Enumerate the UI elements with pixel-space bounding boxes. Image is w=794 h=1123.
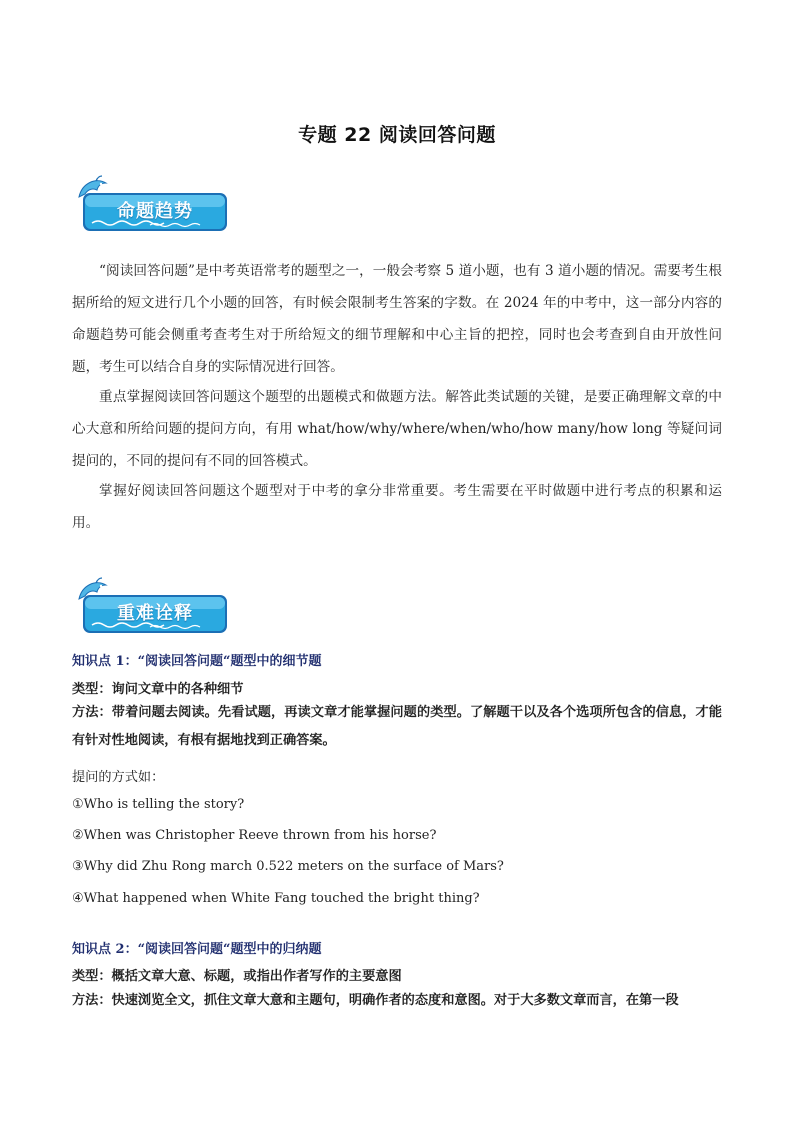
knowledge-point-1-title: 知识点 1：“阅读回答问题“题型中的细节题 [72,654,322,669]
section-badge-label: 命题趋势 [117,201,193,222]
kp1-question-3: ③Why did Zhu Rong march 0.522 meters on the surface of Mars? [72,859,504,874]
kp1-question-2: ②When was Christopher Reeve thrown from his horse? [72,828,437,843]
section-badge-key-points [80,589,230,635]
intro-paragraph-2: 重点掌握阅读回答问题这个题型的出题模式和做题方法。解答此类试题的关键，是要正确理解文章的中心大意和所给问题的提问方向，有用 what/how/why/where/when/who/how many/how long 等疑问词提问的，不同的提问有不同的回答模式。 [72,389,722,469]
page-title: 专题 22 阅读回答问题 [298,124,496,146]
kp1-question-4: ④What happened when White Fang touched the bright thing? [72,891,480,906]
kp1-method: 方法：带着问题去阅读。先看试题，再读文章才能掌握问题的类型。了解题干以及各个选项所包含的信息，才能有针对性地阅读，有根有据地找到正确答案。 [72,705,722,748]
knowledge-point-2-title: 知识点 2：“阅读回答问题“题型中的归纳题 [72,942,322,957]
intro-paragraph-3: 掌握好阅读回答问题这个题型对于中考的拿分非常重要。考生需要在平时做题中进行考点的积累和运用。 [72,483,722,531]
kp1-question-1: ①Who is telling the story? [72,797,245,812]
kp2-method: 方法：快速浏览全文，抓住文章大意和主题句，明确作者的态度和意图。对于大多数文章而言，在第一段 [72,993,679,1008]
intro-paragraph-1: “阅读回答问题”是中考英语常考的题型之一，一般会考察 5 道小题，也有 3 道小题的情况。需要考生根据所给的短文进行几个小题的回答，有时候会限制考生答案的字数。在 2024 年的中考中，这一部分内容的命题趋势可能会侧重考查考生对于所给短文的细节理解和中心主旨的把控，同时也会考查到自由开放性问题，考生可以结合自身的实际情况进行回答。 [72,263,722,375]
kp1-ask-intro: 提问的方式如： [72,770,165,785]
kp2-type: 类型：概括文章大意、标题，或指出作者写作的主要意图 [72,969,402,984]
section-badge-label: 重难诠释 [117,603,193,624]
section-badge-trend [80,187,230,233]
kp1-type: 类型：询问文章中的各种细节 [72,682,244,697]
